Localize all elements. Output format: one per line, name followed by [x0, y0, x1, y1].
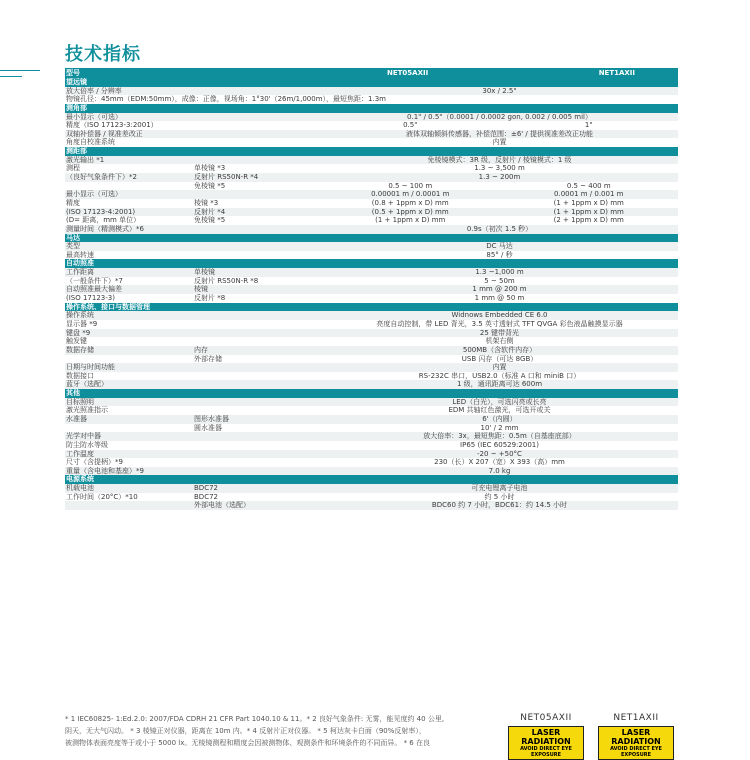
row-sublabel: 单棱镜 [194, 268, 215, 277]
row-value: DC 马达 [486, 242, 513, 251]
row-value: 7.0 kg [488, 466, 511, 475]
spec-table [65, 68, 678, 510]
row-sublabel: 图形水准器 [194, 414, 229, 423]
row-value: 10' / 2 mm [480, 423, 519, 432]
row-label: 自动照准最大偏差 [66, 285, 122, 294]
row-value: 1 mm @ 50 m [474, 294, 525, 303]
row-label [65, 501, 193, 510]
value-model-b: (2 + 1ppm x D) mm [553, 216, 624, 225]
row-value: Widnows Embedded CE 6.0 [451, 311, 548, 320]
row-values [321, 182, 678, 191]
row-sublabel [193, 138, 321, 147]
section-header [65, 147, 678, 156]
laser-warning-title-a: LASER RADIATION [521, 728, 571, 746]
table-row [65, 164, 678, 173]
row-label: 重量（含电池和基座）*9 [66, 466, 144, 475]
value-model-a: 0.5" [403, 121, 418, 130]
section-header [65, 303, 678, 312]
row-values [321, 199, 678, 208]
row-label: 日期与时间功能 [66, 363, 115, 372]
section-header [65, 104, 678, 113]
section-header [65, 389, 678, 398]
table-row [65, 251, 678, 260]
table-row [65, 346, 678, 355]
row-value: 0.9s（初次 1.5 秒） [466, 224, 533, 233]
row-value: LED（白光），可选闪亮或长亮 [452, 397, 547, 406]
row-label: 类型 [66, 242, 80, 251]
row-value: USB 闪存（可达 8GB） [461, 354, 538, 363]
table-row [65, 467, 678, 476]
row-value: 0.1" / 0.5"（0.0001 / 0.0002 gon, 0.002 / 0.005 mil） [407, 112, 592, 121]
row-label: 水准器 [66, 414, 87, 423]
value-model-b: (1 + 1ppm x D) mm [553, 198, 624, 207]
row-label: 最小显示（可选） [66, 190, 122, 199]
row-sublabel [193, 372, 321, 381]
row-value: 约 5 小时 [484, 492, 515, 501]
table-row [65, 87, 678, 96]
section-header [65, 78, 678, 87]
row-values [321, 190, 678, 199]
row-label: 测程 [66, 164, 80, 173]
value-model-a: (1 + 1ppm x D) mm [375, 216, 446, 225]
row-values [321, 121, 678, 130]
table-row [65, 441, 678, 450]
table-row [65, 363, 678, 372]
section-title: 其他 [66, 389, 80, 398]
table-row [65, 398, 678, 407]
row-value: 85° / 秒 [486, 250, 513, 259]
row-value: 30x / 2.5" [482, 86, 517, 95]
table-row [65, 277, 678, 286]
row-label: 机载电池 [66, 484, 94, 493]
row-value: 1 级，通讯距离可达 600m [456, 380, 543, 389]
row-value: 230（长）X 207（宽）X 393（高）mm [434, 458, 565, 467]
row-value: 机架右侧 [485, 337, 514, 346]
row-label: 双轴补偿器 / 视准差改正 [66, 129, 143, 138]
row-value: 放大倍率：3x，最短焦距：0.5m（自基座底部） [423, 432, 576, 441]
row-sublabel [193, 87, 321, 96]
page-title: 技术指标 [65, 44, 141, 65]
table-row [65, 501, 678, 510]
row-value: 1.3 ~ 200m [478, 173, 521, 182]
row-value: BDC60 约 7 小时，BDC61：约 14.5 小时 [431, 501, 568, 510]
table-row [65, 173, 678, 182]
row-sublabel: BDC72 [194, 484, 218, 493]
row-sublabel [193, 337, 321, 346]
row-label: 蓝牙（选配） [66, 380, 108, 389]
value-model-b: (1 + 1ppm x D) mm [553, 207, 624, 216]
table-row [65, 138, 678, 147]
row-label: 放大倍率 / 分辨率 [66, 86, 122, 95]
row-label: 激光照准指示 [66, 406, 108, 415]
row-label: 操作系统 [66, 311, 94, 320]
row-sublabel [193, 121, 321, 130]
value-model-a: 0.00001 m / 0.0001 m [371, 190, 450, 199]
row-sublabel: 外部电池（选配） [194, 501, 250, 510]
row-label: 角度自校准系统 [66, 138, 115, 147]
row-sublabel: 棱镜 [194, 285, 208, 294]
row-sublabel [193, 406, 321, 415]
row-label: 工作温度 [66, 449, 94, 458]
table-body [65, 78, 678, 510]
row-label [65, 424, 193, 433]
row-value: 1.3 ~1,000 m [475, 268, 524, 277]
accent-line-short [0, 76, 22, 77]
table-row [65, 294, 678, 303]
header-model-a: NET05AXII [387, 69, 429, 77]
laser-label-a [508, 713, 584, 760]
section-title: 测角部 [66, 103, 87, 112]
row-sublabel: 圆水准器 [194, 423, 222, 432]
table-row [65, 121, 678, 130]
row-value: 内置 [492, 138, 507, 147]
laser-warning-title-b: LASER RADIATION [611, 728, 661, 746]
row-sublabel: 反射片 *8 [194, 294, 226, 303]
section-title: 自动照准 [66, 259, 94, 268]
value-model-a: 0.5 ~ 100 m [388, 181, 433, 190]
table-row [65, 484, 678, 493]
table-row [65, 320, 678, 329]
value-model-b: 1" [584, 121, 593, 130]
row-sublabel: 免棱镜 *5 [194, 181, 226, 190]
table-row [65, 372, 678, 381]
row-sublabel [193, 329, 321, 338]
footnote-2: 阴天，无大气闪动。 * 3 棱镜正对仪器，距离在 10m 内。* 4 反射片正对仪器。 * 5 柯达灰卡白面（90%反射率）， [65, 727, 426, 735]
row-sublabel [193, 432, 321, 441]
section-title: 操作系统、接口与数据管理 [66, 302, 150, 311]
row-sublabel [193, 225, 321, 234]
row-label: 精度 [66, 198, 80, 207]
row-label: 最高转速 [66, 250, 94, 259]
table-row [65, 493, 678, 502]
row-values [321, 208, 678, 217]
row-sublabel [193, 113, 321, 122]
row-value: 亮度自动控制，带 LED 背光，3.5 英寸透射式 TFT QVGA 彩色液晶触摸显示器 [376, 319, 623, 328]
row-sublabel [193, 398, 321, 407]
row-label: 测量时间（精测模式）*6 [66, 224, 144, 233]
row-sublabel [193, 311, 321, 320]
row-value: EDM 共轴红色激光，可选开或关 [448, 406, 551, 415]
table-row [65, 285, 678, 294]
row-label: 触发键 [66, 337, 87, 346]
row-value: 可充电锂离子电池 [471, 484, 528, 493]
row-value: 内置 [492, 363, 507, 372]
row-label: 光学对中器 [66, 432, 101, 441]
table-row [65, 190, 678, 199]
row-sublabel [193, 363, 321, 372]
row-label: 键盘 *9 [66, 328, 91, 337]
row-value: 6'（内圆） [482, 414, 517, 423]
laser-model-a: NET05AXII [520, 713, 572, 723]
laser-warning-badge-a [508, 726, 584, 760]
table-row [65, 199, 678, 208]
row-label [65, 355, 193, 364]
row-value: RS-232C 串口，USB2.0（标准 A 口和 miniB 口） [418, 371, 581, 380]
row-value: 500MB（含软件内存） [462, 345, 537, 354]
row-sublabel [193, 450, 321, 459]
table-row [65, 337, 678, 346]
section-header [65, 234, 678, 243]
row-sublabel [193, 320, 321, 329]
section-title: 电源系统 [66, 475, 94, 484]
footnote-1: * 1 IEC60825- 1:Ed.2.0: 2007/FDA CDRH 21 CFR Part 1040.10 & 11。* 2 良好气象条件: 无雾，能见度约 40 公里, [65, 715, 445, 723]
row-sublabel: BDC72 [194, 492, 218, 501]
row-value: 免棱镜模式：3R 级，反射片 / 棱镜模式：1 级 [427, 155, 572, 164]
table-row [65, 156, 678, 165]
row-value: 1 mm @ 200 m [472, 285, 527, 294]
row-sublabel [193, 130, 321, 139]
row-sublabel [193, 242, 321, 251]
section-title: 望远镜 [66, 78, 87, 86]
row-value: IP65 (IEC 60529:2001) [460, 440, 539, 449]
row-sublabel [193, 251, 321, 260]
row-label: （一般条件下）*7 [66, 276, 123, 285]
row-sublabel [193, 190, 321, 199]
row-label: 尺寸（含提柄）*9 [66, 458, 123, 467]
laser-warning-badge-b [598, 726, 674, 760]
row-value: 5 ~ 50m [484, 276, 515, 285]
accent-line [0, 70, 40, 71]
row-label: (D= 距离，mm 单位） [66, 216, 141, 225]
row-label: 数据接口 [66, 371, 94, 380]
row-label: 显示器 *9 [66, 319, 98, 328]
row-value: 1.3 ~ 3,500 m [474, 164, 525, 173]
value-model-a: (0.5 + 1ppm x D) mm [371, 207, 449, 216]
header-model-b: NET1AXII [598, 69, 635, 77]
table-row [65, 432, 678, 441]
row-label: 工作时间（20°C）*10 [66, 492, 138, 501]
footnote-3: 被测物体表面亮度等于或小于 5000 lx。无棱镜测程和精度会因被测物体、观测条件和环境条件的不同而异。 * 6 在良 [65, 739, 430, 747]
table-row [65, 113, 678, 122]
table-row [65, 450, 678, 459]
section-header [65, 475, 678, 484]
row-label: 精度（ISO 17123-3:2001） [66, 121, 158, 130]
table-row [65, 95, 678, 104]
table-row [65, 182, 678, 191]
row-sublabel: 单棱镜 *3 [194, 164, 226, 173]
table-row [65, 225, 678, 234]
table-row [65, 311, 678, 320]
row-label: (ISO 17123-3) [66, 294, 115, 303]
section-header [65, 259, 678, 268]
laser-label-b [598, 713, 674, 760]
table-row [65, 355, 678, 364]
row-label: 物镜孔径：45mm（EDM:50mm），成像：正像，视场角：1°30'（26m/1,000m），最短焦距：1.3m [66, 95, 386, 104]
row-sublabel: 内存 [194, 345, 208, 354]
header-label: 型号 [66, 69, 80, 77]
row-sublabel: 棱镜 *3 [194, 198, 219, 207]
table-row [65, 130, 678, 139]
row-sublabel: 反射片 RS50N-R *4 [194, 173, 259, 182]
section-title: 测距部 [66, 147, 87, 156]
table-row [65, 242, 678, 251]
laser-model-b: NET1AXII [613, 713, 659, 723]
row-sublabel [193, 458, 321, 467]
row-sublabel: 外部存储 [194, 354, 222, 363]
row-label: 激光输出 *1 [66, 155, 105, 164]
table-header [65, 68, 678, 78]
row-label: 防尘防水等级 [66, 440, 108, 449]
row-value: 25 键带背光 [479, 328, 520, 337]
table-row [65, 268, 678, 277]
table-row [65, 406, 678, 415]
row-label: 最小显示（可选） [66, 112, 122, 121]
row-sublabel: 免棱镜 *5 [194, 216, 226, 225]
row-sublabel [193, 467, 321, 476]
row-sublabel: 反射片 RS50N-R *8 [194, 276, 259, 285]
row-sublabel: 反射片 *4 [194, 207, 226, 216]
table-row [65, 380, 678, 389]
row-label: 目标照明 [66, 397, 94, 406]
row-label: 数据存储 [66, 345, 94, 354]
table-row [65, 216, 678, 225]
laser-warning-sub-a: AVOID DIRECT EYE EXPOSURE [520, 746, 572, 758]
value-model-a: (0.8 + 1ppm x D) mm [371, 198, 449, 207]
row-value: -20 ~ +50°C [477, 449, 522, 458]
table-row [65, 424, 678, 433]
row-label: （良好气象条件下）*2 [66, 173, 137, 182]
row-sublabel [193, 380, 321, 389]
table-row [65, 458, 678, 467]
row-value: 液体双轴倾斜传感器，补偿范围：±6' / 提供视准差改正功能 [405, 129, 594, 138]
table-row [65, 329, 678, 338]
table-row [65, 415, 678, 424]
row-label: (ISO 17123-4:2001) [66, 207, 136, 216]
laser-warning-sub-b: AVOID DIRECT EYE EXPOSURE [610, 746, 662, 758]
value-model-b: 0.0001 m / 0.001 m [554, 190, 624, 199]
value-model-b: 0.5 ~ 400 m [566, 181, 611, 190]
row-sublabel [193, 441, 321, 450]
section-title: 马达 [66, 233, 80, 242]
table-row [65, 208, 678, 217]
row-values [321, 216, 678, 225]
row-label: 工作距离 [66, 268, 94, 277]
